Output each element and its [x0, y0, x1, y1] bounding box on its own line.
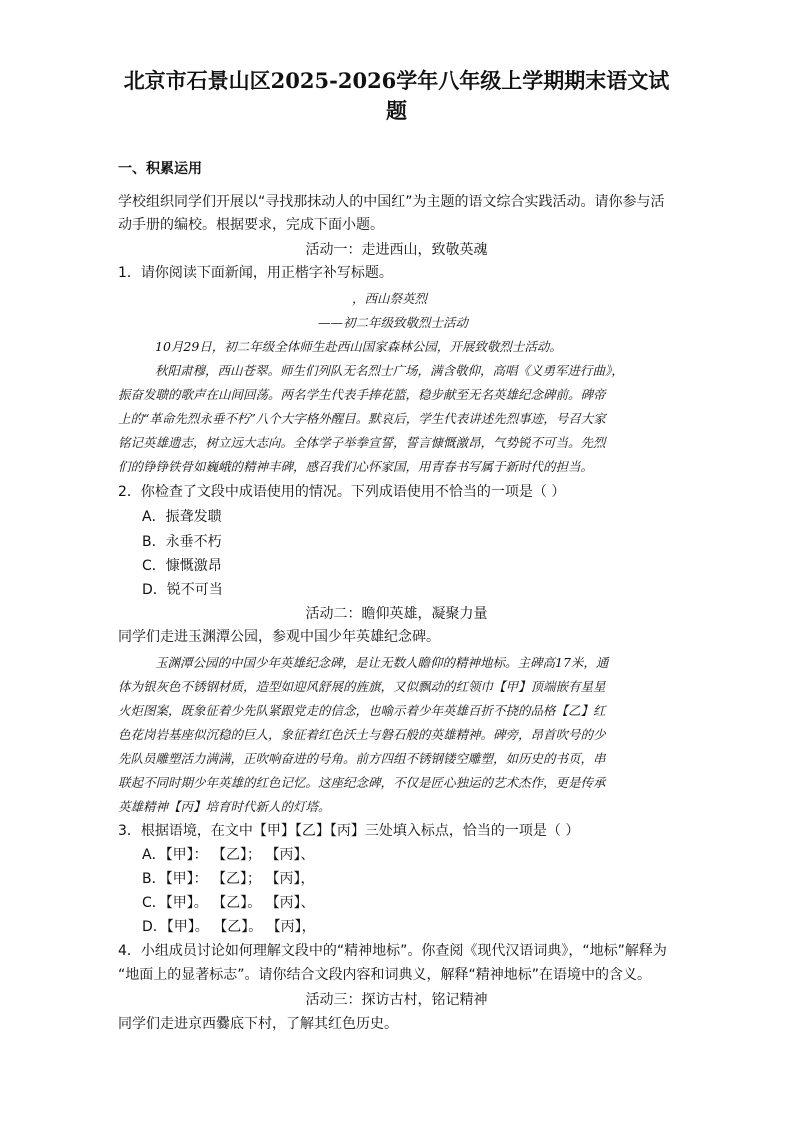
question-2: 2．你检查了文段中成语使用的情况。下列成语使用不恰当的一项是（ ） [118, 484, 566, 500]
question-2-option-c[interactable]: C．慷慨激昂 [142, 558, 222, 574]
visit-2-text: 同学们走进玉渊潭公园，参观中国少年英雄纪念碑。 [118, 629, 440, 645]
activity-3-heading: 活动三：探访古村，铭记精神 [305, 992, 488, 1008]
question-2-option-b[interactable]: B．永垂不朽 [142, 534, 222, 550]
intro-line-1: 学校组织同学们开展以“寻找那抹动人的中国红”为主题的语文综合实践活动。请你参与活 [118, 194, 665, 210]
activity-1-heading: 活动一：走进西山，致敬英魂 [305, 242, 488, 258]
news-2-line: 联起不同时期少年英雄的红色记忆。这座纪念碑，不仅是匠心独运的艺术杰作，更是传承 [118, 775, 606, 790]
news-2-line: 玉渊潭公园的中国少年英雄纪念碑，是让无数人瞻仰的精神地标。主碑高17米，通 [155, 655, 609, 670]
question-4-line-1: 4．小组成员讨论如何理解文段中的“精神地标”。你查阅《现代汉语词典》，“地标”解释为 [118, 943, 667, 959]
question-1: 1．请你阅读下面新闻，用正楷字补写标题。 [118, 265, 393, 281]
question-3-option-a[interactable]: A．【甲】： 【乙】； 【丙】、 [142, 847, 315, 863]
news-1-subheadline: ——初二年级致敬烈士活动 [318, 315, 469, 330]
question-2-option-a[interactable]: A．振聋发聩 [142, 509, 222, 525]
question-3-option-d[interactable]: D．【甲】。 【乙】。 【丙】， [142, 919, 316, 935]
activity-2-heading: 活动二：瞻仰英雄，凝聚力量 [305, 606, 488, 622]
title-line-1: 北京市石景山区2025-2026学年八年级上学期期末语文试 [123, 68, 670, 93]
news-1-line: 们的铮铮铁骨如巍峨的精神丰碑，感召我们心怀家国，用青春书写属于新时代的担当。 [118, 459, 594, 474]
news-2-line: 体为银灰色不锈钢材质，造型如迎风舒展的旌旗，又似飘动的红领巾【甲】顶端嵌有星星 [118, 679, 606, 694]
intro-line-2: 动手册的编校。根据要求，完成下面小题。 [118, 217, 384, 233]
visit-3-text: 同学们走进京西爨底下村，了解其红色历史。 [118, 1016, 398, 1032]
news-2-line: 英雄精神【丙】培育时代新人的灯塔。 [118, 799, 331, 814]
news-2-line: 先队员雕塑活力满满，正吹响奋进的号角。前方四组不锈钢镂空雕塑，如历史的书页，串 [118, 751, 606, 766]
news-2-line: 色花岗岩基座似沉稳的巨人，象征着红色沃土与磐石般的英雄精神。碑旁，昂首吹号的少 [118, 727, 606, 742]
news-1-headline: ，西山祭英烈 [352, 291, 428, 306]
question-2-option-d[interactable]: D．锐不可当 [142, 582, 223, 598]
question-4-line-2: “地面上的显著标志”。请你结合文段内容和词典义，解释“精神地标”在语境中的含义。 [118, 967, 652, 983]
news-1-line: 铭记英雄遗志，树立远大志向。全体学子举拳宣誓，誓言慷慨激昂，气势锐不可当。先烈 [118, 435, 606, 450]
title-line-2: 题 [386, 98, 407, 123]
news-1-line: 上的“革命先烈永垂不朽”八个大字格外醒目。默哀后，学生代表讲述先烈事迹，号召大家 [118, 411, 606, 426]
section-heading: 一、积累运用 [118, 161, 202, 177]
news-1-line: 振奋发聩的歌声在山间回荡。两名学生代表手捧花篮，稳步献至无名英雄纪念碑前。碑帝 [118, 387, 606, 402]
question-3-option-c[interactable]: C．【甲】。 【乙】。 【丙】、 [142, 895, 315, 911]
exam-title [100, 66, 693, 126]
question-3: 3．根据语境，在文中【甲】【乙】【丙】三处填入标点，恰当的一项是（ ） [118, 823, 580, 839]
news-1-line: 10月29日，初二年级全体师生赴西山国家森林公园，开展致敬烈士活动。 [155, 339, 562, 354]
news-2-line: 火炬图案，既象征着少先队紧跟党走的信念，也喻示着少年英雄百折不挠的品格【乙】红 [118, 703, 606, 718]
question-3-option-b[interactable]: B．【甲】： 【乙】； 【丙】， [142, 871, 315, 887]
news-1-line: 秋阳肃穆，西山苍翠。师生们列队无名烈士广场，满含敬仰，高唱《义勇军进行曲》， [155, 363, 624, 378]
